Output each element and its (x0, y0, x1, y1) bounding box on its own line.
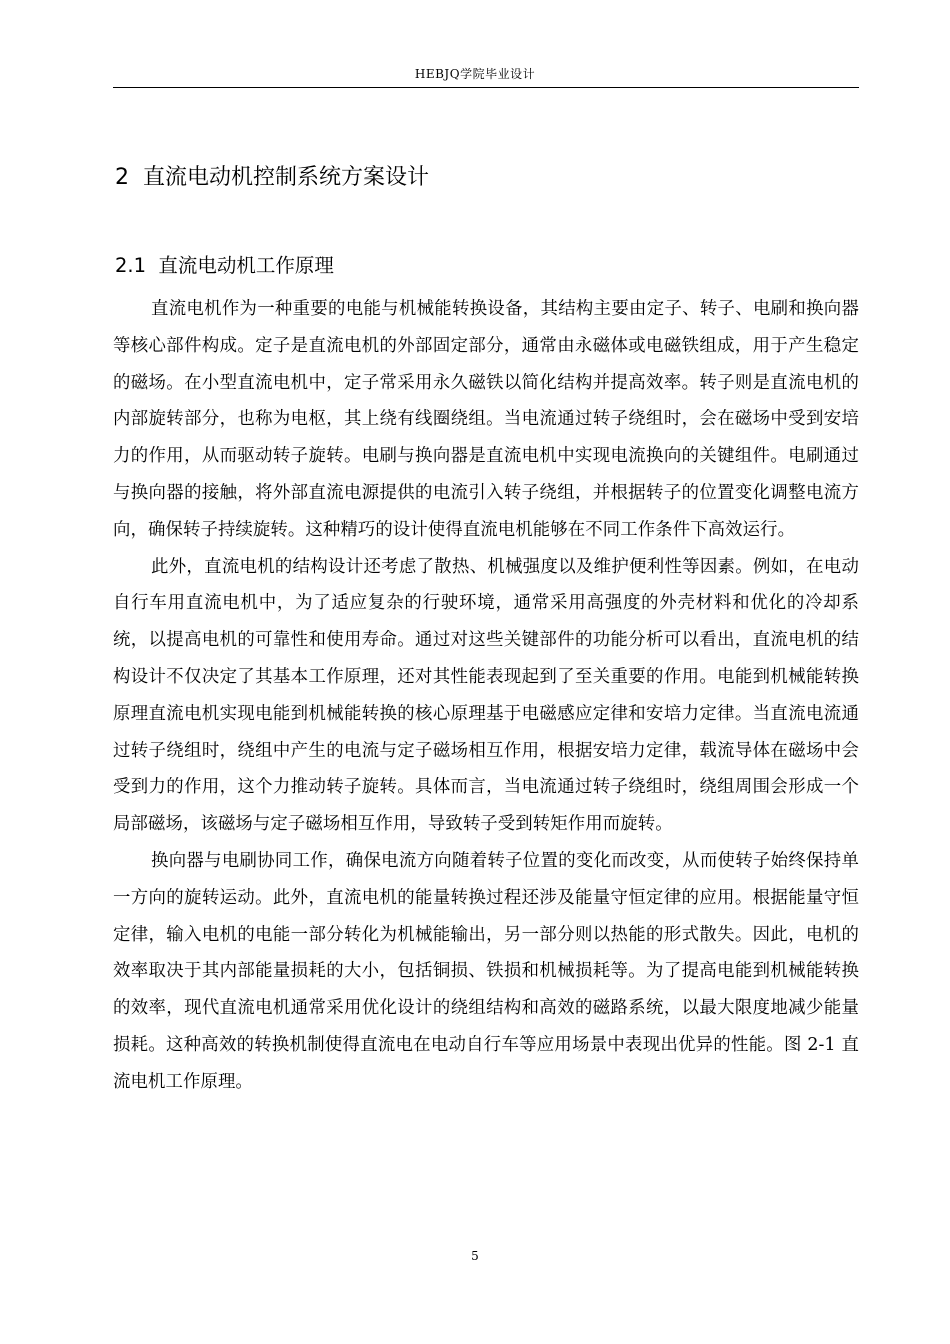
running-header: HEBJQ学院毕业设计 (414, 67, 536, 81)
paragraph-2: 此外，直流电机的结构设计还考虑了散热、机械强度以及维护便利性等因素。例如，在电动自行车用直流电机中，为了适应复杂的行驶环境，通常采用高强度的外壳材料和优化的冷却系统，以提高电机的可靠性和使用寿命。通过对这些关键部件的功能分析可以看出，直流电机的结构设计不仅决定了其基本工作原理，还对其性能表现起到了至关重要的作用。电能到机械能转换原理直流电机实现电能到机械能转换的核心原理基于电磁感应定律和安培力定律。当直流电流通过转子绕组时，绕组中产生的电流与定子磁场相互作用，根据安培力定律，载流导体在磁场中会受到力的作用，这个力推动转子旋转。具体而言，当电流通过转子绕组时，绕组周围会形成一个局部磁场，该磁场与定子磁场相互作用，导致转子受到转矩作用而旋转。 (113, 556, 859, 835)
section-heading (115, 248, 334, 284)
body-text (113, 291, 859, 1101)
paragraph-1: 直流电机作为一种重要的电能与机械能转换设备，其结构主要由定子、转子、电刷和换向器等核心部件构成。定子是直流电机的外部固定部分，通常由永磁体或电磁铁组成，用于产生稳定的磁场。在小型直流电机中，定子常采用永久磁铁以简化结构并提高效率。转子则是直流电机的内部旋转部分，也称为电枢，其上绕有线圈绕组。当电流通过转子绕组时，会在磁场中受到安培力的作用，从而驱动转子旋转。电刷与换向器是直流电机中实现电流换向的关键组件。电刷通过与换向器的接触，将外部直流电源提供的电流引入转子绕组，并根据转子的位置变化调整电流方向，确保转子持续旋转。这种精巧的设计使得直流电机能够在不同工作条件下高效运行。 (113, 299, 859, 540)
chapter-heading (115, 158, 429, 198)
paragraph-3: 换向器与电刷协同工作，确保电流方向随着转子位置的变化而改变，从而使转子始终保持单一方向的旋转运动。此外，直流电机的能量转换过程还涉及能量守恒定律的应用。根据能量守恒定律，输入电机的电能一部分转化为机械能输出，另一部分则以热能的形式散失。因此，电机的效率取决于其内部能量损耗的大小，包括铜损、铁损和机械损耗等。为了提高电能到机械能转换的效率，现代直流电机通常采用优化设计的绕组结构和高效的磁路系统，以最大限度地减少能量损耗。这种高效的转换机制使得直流电在电动自行车等应用场景中表现出优异的性能。图 2-1 直流电机工作原理。 (113, 850, 859, 1092)
section-number: 2.1 (115, 254, 147, 277)
chapter-title: 直流电动机控制系统方案设计 (143, 165, 430, 190)
header-rule (113, 87, 859, 88)
page-number: 5 (471, 1249, 479, 1263)
section-title: 直流电动机工作原理 (158, 254, 334, 277)
chapter-number: 2 (115, 165, 129, 190)
